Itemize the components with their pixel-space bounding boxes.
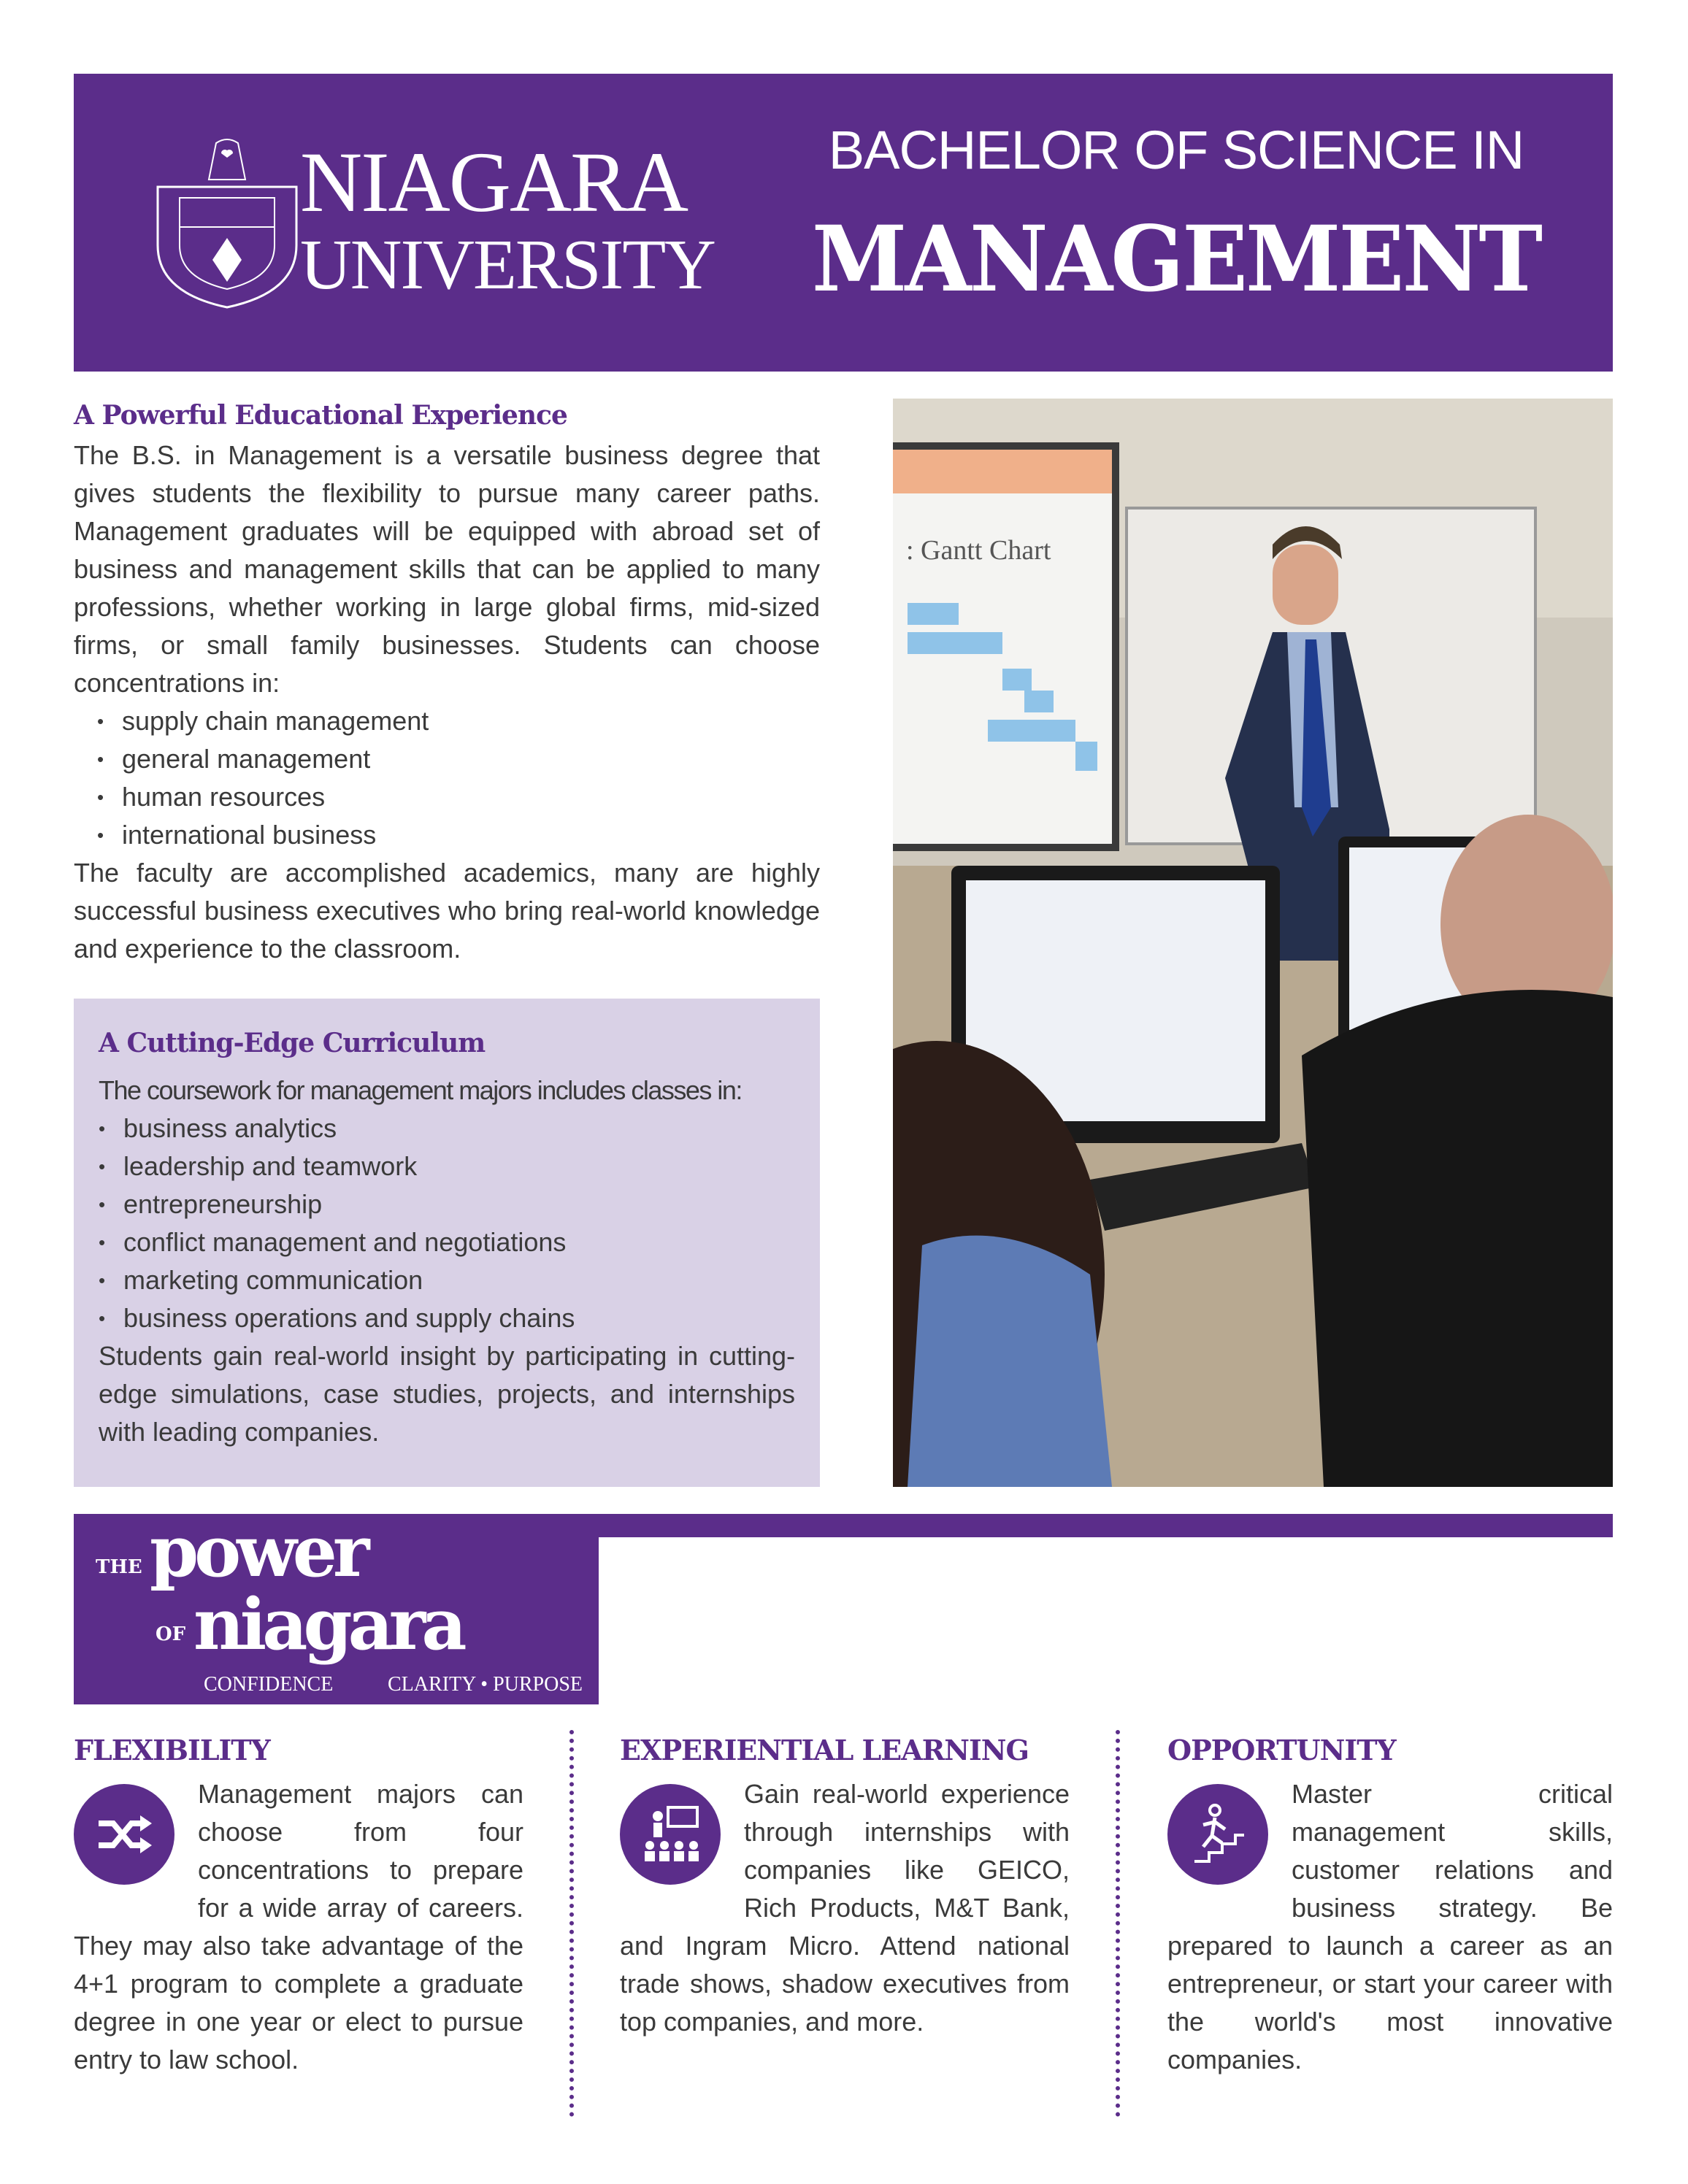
curriculum-heading: A Cutting-Edge Curriculum [99, 1028, 486, 1058]
slide-title: : Gantt Chart [906, 535, 1051, 566]
list-item: • marketing communication [99, 1261, 795, 1299]
classroom-photo [893, 399, 1613, 1487]
list-item: • supply chain management [74, 702, 820, 740]
experiential-learning-column [620, 1734, 1070, 2041]
shuffle-icon [74, 1784, 174, 1885]
university-name-line1: NIAGARA [300, 134, 688, 230]
logo-tagline-right: CLARITY • PURPOSE [388, 1673, 583, 1696]
column-divider [569, 1730, 574, 2117]
intro-closing: The faculty are accomplished academics, many are highly successful business executives who bring real-world knowledge and experience to the classroom. [74, 858, 820, 964]
person-climbing-stairs-icon [1167, 1784, 1268, 1885]
column-heading: FLEXIBILITY [74, 1734, 270, 1766]
list-item: • business operations and supply chains [99, 1299, 795, 1337]
column-text: Master critical management skills, customer relations and business strategy. Be prepared to launch a career as an entrepreneur, or start your career with the world's most innovative companies. [1167, 1779, 1613, 2075]
opportunity-column [1167, 1734, 1613, 2079]
logo-tagline-left: CONFIDENCE [204, 1673, 334, 1696]
logo-the: THE [96, 1556, 142, 1578]
list-item: • business analytics [99, 1110, 795, 1147]
column-heading: OPPORTUNITY [1167, 1734, 1396, 1766]
column-heading: EXPERIENTIAL LEARNING [620, 1734, 1029, 1766]
list-item: • international business [74, 816, 820, 854]
list-item: • human resources [74, 778, 820, 816]
curriculum-intro: The coursework for management majors includes classes in: [99, 1075, 742, 1105]
intro-section [74, 400, 820, 968]
list-item: • entrepreneurship [99, 1185, 795, 1223]
intro-paragraph: The B.S. in Management is a versatile business degree that gives students the flexibility to pursue many career paths. Management graduates will be equipped with abroad set of business and management skills that can be applied to many professions, whether working in large global firms, mid-sized firms, or small family businesses. Students can choose concentrations in: [74, 440, 820, 698]
header-banner [74, 74, 1613, 372]
column-text: Gain real-world experience through internships with companies like GEICO, Rich Products, M&T Bank, and Ingram Micro. Attend national trade shows, shadow executives from top companies, and more. [620, 1779, 1070, 2037]
concentrations-list [74, 702, 820, 854]
curriculum-closing: Students gain real-world insight by participating in cutting-edge simulations, case studies, projects, and internships with leading companies. [99, 1341, 795, 1447]
intro-heading: A Powerful Educational Experience [74, 400, 567, 431]
list-item: • general management [74, 740, 820, 778]
classes-list [99, 1110, 795, 1337]
flexibility-column [74, 1734, 523, 2079]
degree-prefix: BACHELOR OF SCIENCE IN [828, 120, 1524, 180]
degree-title: MANAGEMENT [811, 207, 1541, 312]
presentation-audience-icon [620, 1784, 721, 1885]
column-divider [1116, 1730, 1120, 2117]
logo-power: power [150, 1510, 366, 1593]
logo-of: OF [156, 1623, 186, 1645]
curriculum-box [74, 999, 820, 1487]
logo-niagara: niagara [193, 1583, 463, 1666]
list-item: • conflict management and negotiations [99, 1223, 795, 1261]
university-name-line2: UNIVERSITY [300, 226, 715, 304]
power-of-niagara-logo [74, 1510, 599, 1704]
list-item: • leadership and teamwork [99, 1147, 795, 1185]
column-text: Management majors can choose from four concentrations to prepare for a wide array of careers. They may also take advantage of the 4+1 program to complete a graduate degree in one year or elect to pursue entry to law school. [74, 1779, 523, 2075]
university-seal-logo [150, 136, 304, 311]
